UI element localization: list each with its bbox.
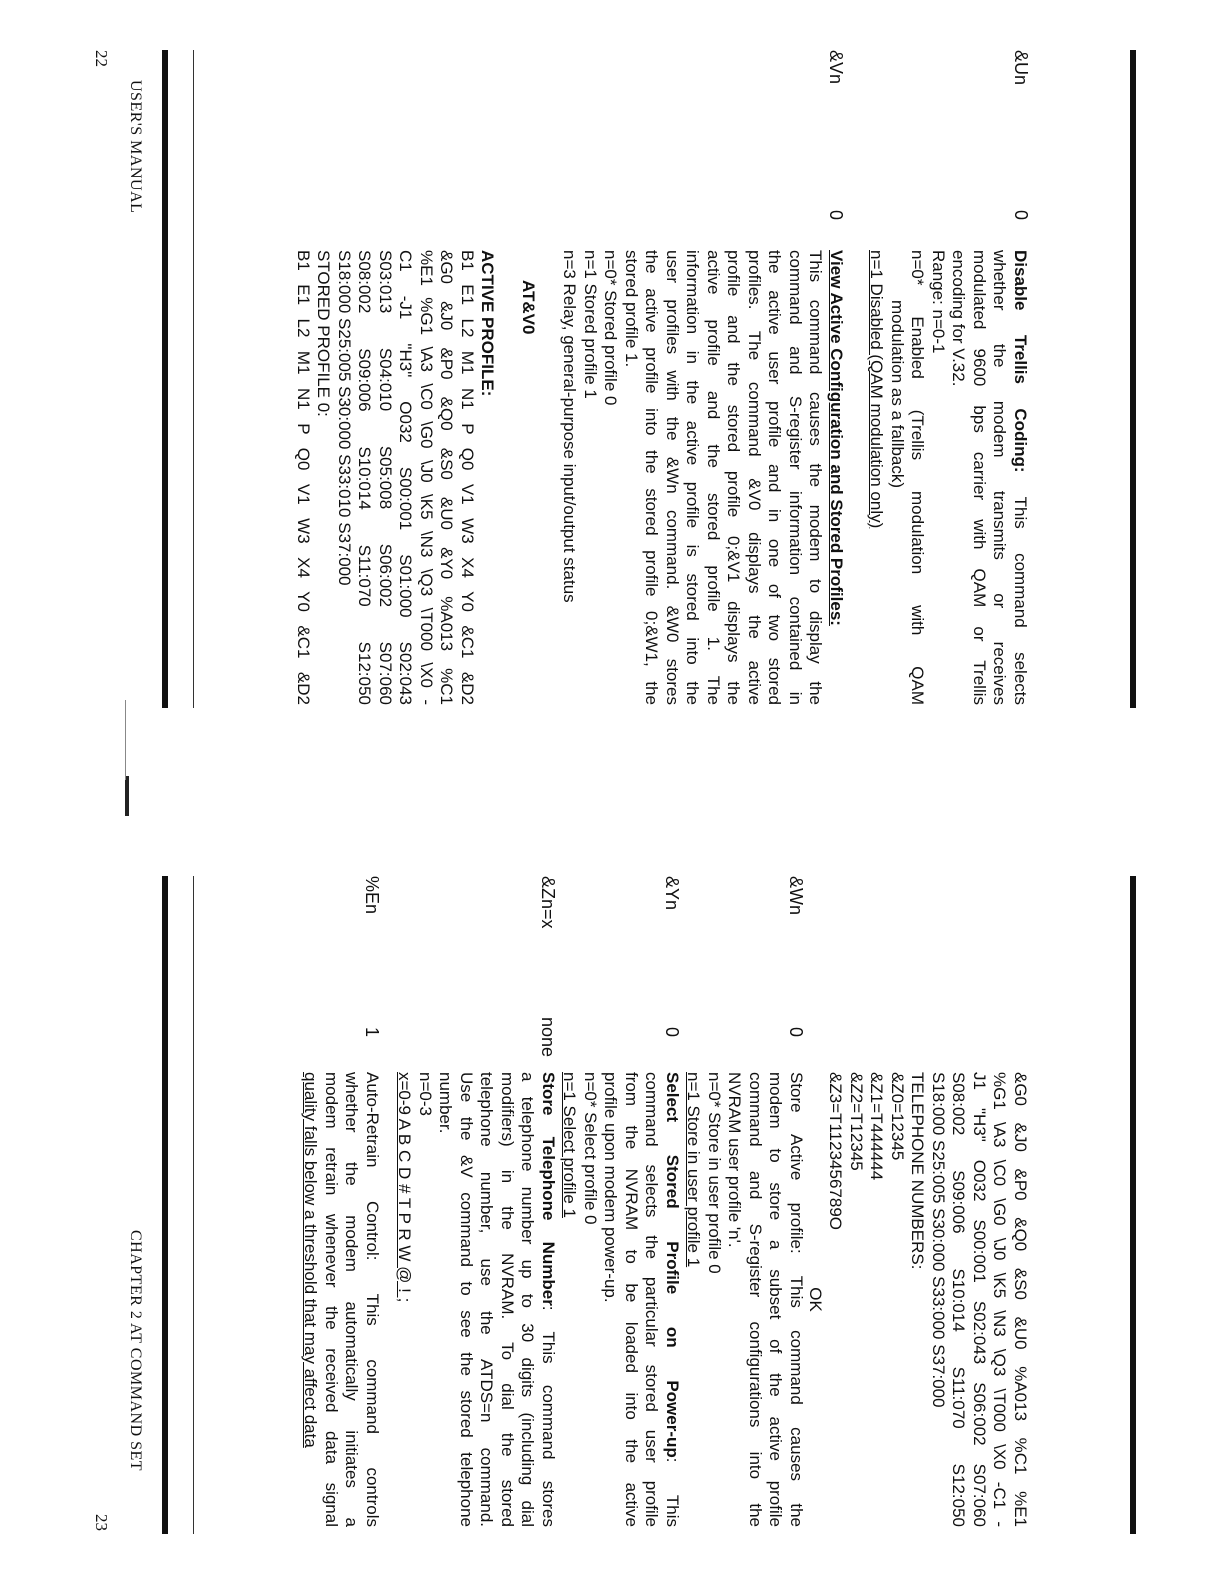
- bottom-thin-rule: [193, 50, 194, 708]
- description-line: [1010, 250, 1031, 705]
- description-line: n=0* Enabled (Trellis modulation with QAM: [908, 250, 928, 705]
- bottom-thin-rule: [193, 876, 194, 1534]
- command-description-auto-retrain: [300, 1072, 382, 1527]
- description-line: n=0* Stored profile 0: [601, 250, 621, 406]
- description-line: information in the active profile is stored into the: [683, 250, 703, 705]
- description-line: Store Active profile: This command causes the: [787, 1072, 806, 1527]
- description-line: whether the modem transmits or receives: [990, 250, 1010, 705]
- default-value: 0: [826, 209, 846, 220]
- description-line: command and S-register configurations into the: [746, 1072, 765, 1527]
- command-code: &Vn: [826, 50, 846, 85]
- description-line: n=1 Disabled (QAM modulation only): [867, 250, 887, 529]
- description-line: ACTIVE PROFILE:: [478, 250, 498, 397]
- profile-listing-continuation: [805, 1072, 1031, 1527]
- description-line: telephone number, use the ATDS=n command.: [477, 1072, 497, 1527]
- command-code: %En: [362, 876, 382, 915]
- description-line: command and S-register information contained in: [786, 250, 805, 705]
- description-line: %G1 \A3 \C0 \G0 \J0 \K5 \N3 \Q3 \T000 \X0 -C1 -: [990, 1072, 1010, 1527]
- description-line: stored profile 1.: [622, 250, 641, 368]
- description-line: n=3 Relay, general-purpose input/output status: [560, 250, 580, 603]
- description-line: &G0 &J0 &P0 &Q0 &S0 &U0 &Y0 %A013 %C1: [437, 250, 457, 705]
- description-line: user profiles with the &Wn command. &W0 stores: [663, 250, 682, 705]
- description-line: S03:013 S04:010 S05:008 S06:002 S07:060: [376, 250, 395, 705]
- description-line: S08:002 S09:006 S10:014 S11:070 S12:050: [355, 250, 375, 705]
- description-line: &Z3=T1123456789O: [826, 1072, 846, 1230]
- command-description-select-profile: [559, 1072, 682, 1527]
- command-description-view-config: [293, 250, 847, 705]
- description-line: n=1 Stored profile 1: [581, 250, 600, 399]
- command-description-undisable-trellis: [866, 250, 1030, 705]
- description-line: TELEPHONE NUMBERS:: [908, 1072, 928, 1270]
- page-number: 22: [92, 50, 111, 67]
- default-value: 1: [362, 1026, 382, 1037]
- description-line: J1 "H3" O032 S00:001 S02:043 S06:002 S07:060: [970, 1072, 989, 1527]
- blank-line: [539, 250, 560, 705]
- description-line: B1 E1 L2 M1 N1 P Q0 V1 W3 X4 Y0 &C1 &D2: [294, 250, 313, 705]
- description-line: C1 -J1 "H3" O032 S00:001 S01:000 S02:043: [396, 250, 416, 705]
- description-line: n=0-3: [416, 1072, 435, 1116]
- description-line: command selects the particular stored user profile: [642, 1072, 662, 1527]
- description-line: &Z1=T444444: [867, 1072, 887, 1181]
- description-line: [538, 1072, 559, 1527]
- description-line: number.: [436, 1072, 456, 1134]
- description-line: B1 E1 L2 M1 N1 P Q0 V1 W3 X4 Y0 &C1 &D2: [458, 250, 477, 705]
- bottom-rule: [162, 50, 168, 708]
- description-line: n=1 Select profile 1: [560, 1072, 580, 1219]
- running-footer-title: USER'S MANUAL: [127, 80, 144, 214]
- description-line: Auto-Retrain Control: This command controls: [363, 1072, 382, 1527]
- description-line: modulated 9600 bps carrier with QAM or Trellis: [970, 250, 989, 705]
- description-line: modem retrain whenever the received data signal: [322, 1072, 341, 1527]
- default-value: none: [538, 1017, 558, 1058]
- description-line: [662, 1072, 683, 1527]
- description-line: n=0* Select profile 0: [581, 1072, 600, 1225]
- command-title: Disable Trellis Coding:: [1011, 250, 1030, 473]
- description-line: active profile and the stored profile 1. The: [704, 250, 723, 705]
- description-line: STORED PROFILE 0:: [314, 250, 334, 417]
- description-line: S18:000 S25:005 S30:000 S33:000 S37:000: [929, 1072, 948, 1408]
- description-line: x=0-9 A B C D # T P R W @ ! ;: [395, 1072, 415, 1303]
- description-line: Use the &V command to see the stored telephone: [457, 1072, 476, 1527]
- description-line: profiles. The command &V0 displays the active: [745, 250, 764, 705]
- blank-line: [498, 250, 519, 705]
- page-number: 23: [92, 1514, 111, 1531]
- command-code: &Un: [1011, 50, 1031, 86]
- command-description-store-profile: [683, 1072, 806, 1527]
- command-code: &Yn: [662, 876, 682, 911]
- default-value: 0: [1011, 209, 1031, 220]
- description-line: profile upon modem power-up.: [601, 1072, 621, 1303]
- description-line: View Active Configuration and Stored Profiles:: [827, 250, 846, 626]
- top-rule: [1130, 876, 1136, 1534]
- description-line: quality falls below a threshold that may affect data: [301, 1072, 321, 1448]
- description-line: from the NVRAM to be loaded into the active: [622, 1072, 641, 1527]
- description-line: n=0* Store in user profile 0: [705, 1072, 724, 1274]
- description-line: OK: [806, 1287, 825, 1312]
- description-text: : This: [663, 1457, 682, 1527]
- description-line: This command causes the modem to display the: [806, 250, 826, 705]
- description-line: n=1 Store in user profile 1: [684, 1072, 704, 1268]
- description-line: a telephone number up to 30 digits (including dial: [518, 1072, 538, 1527]
- description-line: &Z0=12345: [888, 1072, 907, 1161]
- description-line: Range: n=0-1: [929, 250, 948, 354]
- page-23: [0, 792, 1224, 1584]
- command-code: &Wn: [786, 876, 806, 916]
- default-value: 0: [786, 1026, 806, 1037]
- description-line: profile and the stored profile 0;&V1 displays the: [724, 250, 744, 705]
- command-description-store-number: [394, 1072, 558, 1527]
- description-line: modem to store a subset of the active profile: [766, 1072, 786, 1527]
- description-text: : This command stores: [539, 1305, 558, 1527]
- description-line: modulation as a fallback): [888, 300, 907, 489]
- running-footer-title: CHAPTER 2 AT COMMAND SET: [127, 1230, 144, 1472]
- top-rule: [1130, 50, 1136, 708]
- description-line: S08:002 S09:006 S10:014 S11:070 S12:050: [949, 1072, 969, 1527]
- description-line: AT&V0: [519, 280, 539, 335]
- description-line: modifiers) in the NVRAM. To dial the stored: [498, 1072, 517, 1527]
- description-line: S18:000 S25:005 S30:000 S33:010 S37:000: [335, 250, 354, 586]
- description-line: encoding for V.32.: [949, 250, 969, 387]
- description-line: NVRAM user profile 'n'.: [725, 1072, 745, 1248]
- description-line: &G0 &J0 &P0 &Q0 &S0 &U0 %A013 %C1 %E1: [1011, 1072, 1030, 1527]
- command-title: Store Telephone Number: [539, 1072, 558, 1306]
- command-title: Select Stored Profile on Power-up: [663, 1072, 682, 1458]
- bottom-rule: [162, 876, 168, 1534]
- description-line: the active profile into the stored profile 0;&W1, the: [642, 250, 662, 705]
- description-line: the active user profile and in one of two stored: [765, 250, 785, 705]
- description-line: &Z2=T12345: [847, 1072, 866, 1171]
- command-code: &Zn=x: [538, 876, 558, 929]
- description-line: %E1 %G1 \A3 \C0 \G0 \J0 \K5 \N3 \Q3 \T000 \X0 -: [417, 250, 436, 705]
- description-text: This command selects: [1011, 472, 1030, 705]
- default-value: 0: [662, 1026, 682, 1037]
- description-line: whether the modem automatically initiates a: [342, 1072, 362, 1527]
